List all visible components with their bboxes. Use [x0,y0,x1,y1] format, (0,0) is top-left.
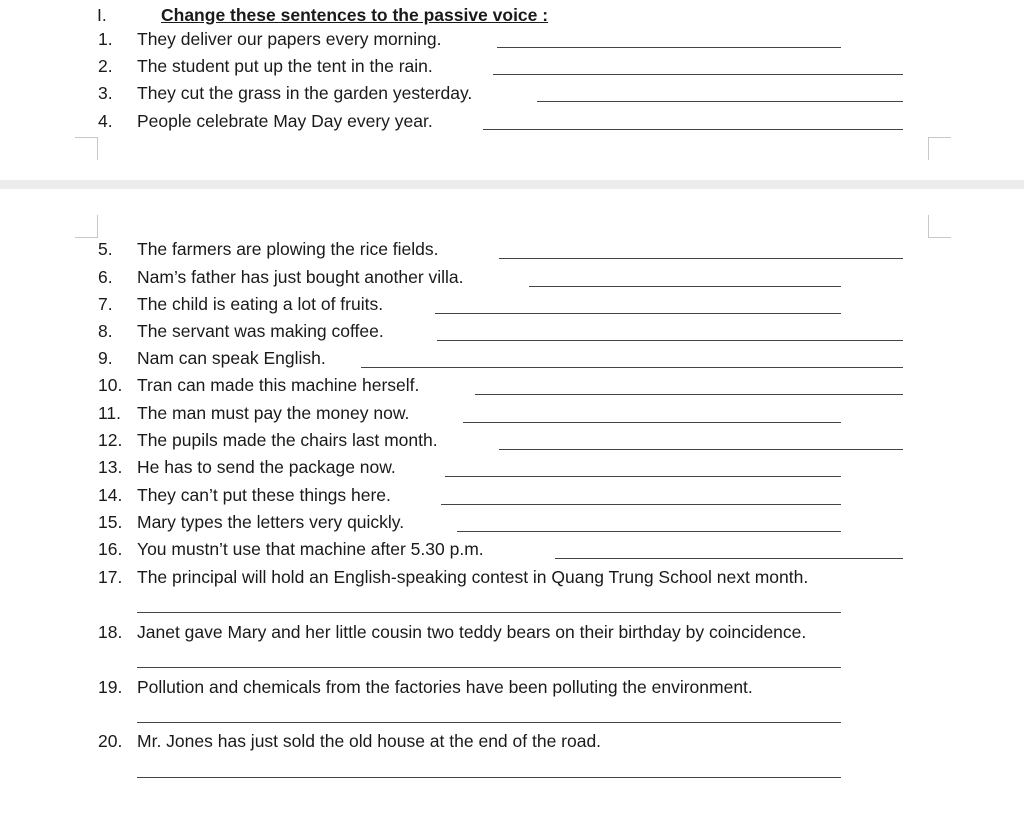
answer-blank[interactable] [537,101,903,102]
item-sentence: The pupils made the chairs last month. [137,430,438,450]
item-sentence: Pollution and chemicals from the factories have been polluting the environment. [137,677,753,697]
item-number: 2. [98,56,113,76]
section-heading: Change these sentences to the passive voice : [161,5,549,25]
item-number: 13. [98,457,123,477]
answer-blank[interactable] [529,286,841,287]
item-sentence: People celebrate May Day every year. [137,111,433,131]
answer-blank[interactable] [137,722,841,723]
item-number: 11. [98,403,122,423]
item-sentence: You mustn’t use that machine after 5.30 p.m. [137,539,484,559]
item-sentence: The servant was making coffee. [137,321,384,341]
item-number: 4. [98,111,113,131]
answer-blank[interactable] [137,667,841,668]
item-sentence: Nam’s father has just bought another villa. [137,267,464,287]
item-number: 6. [98,267,113,287]
item-sentence: Mr. Jones has just sold the old house at the end of the road. [137,731,602,751]
answer-blank[interactable] [483,129,903,130]
item-number: 1. [98,29,113,49]
answer-blank[interactable] [361,367,903,368]
item-sentence: Nam can speak English. [137,348,326,368]
item-number: 3. [98,83,113,103]
answer-blank[interactable] [137,612,841,613]
crop-mark-left-top [75,137,98,160]
item-sentence: The student put up the tent in the rain. [137,56,433,76]
item-sentence: They can’t put these things here. [137,485,391,505]
answer-blank[interactable] [555,558,903,559]
item-sentence: Janet gave Mary and her little cousin two teddy bears on their birthday by coincidence. [137,622,807,642]
item-number: 12. [98,430,123,450]
item-sentence: Tran can made this machine herself. [137,375,420,395]
answer-blank[interactable] [463,422,841,423]
item-number: 15. [98,512,123,532]
item-sentence: They deliver our papers every morning. [137,29,442,49]
answer-blank[interactable] [497,47,841,48]
answer-blank[interactable] [475,394,903,395]
section-number: I. [97,5,107,25]
crop-mark-right-top [928,137,951,160]
item-number: 5. [98,239,113,259]
crop-mark-left-bottom [75,215,98,238]
answer-blank[interactable] [493,74,903,75]
item-number: 16. [98,539,123,559]
answer-blank[interactable] [137,777,841,778]
crop-mark-right-bottom [928,215,951,238]
answer-blank[interactable] [457,531,841,532]
item-sentence: They cut the grass in the garden yesterday. [137,83,473,103]
item-number: 10. [98,375,123,395]
answer-blank[interactable] [499,449,903,450]
item-number: 14. [98,485,123,505]
item-number: 17. [98,567,123,587]
item-sentence: The man must pay the money now. [137,403,410,423]
item-sentence: The farmers are plowing the rice fields. [137,239,439,259]
item-number: 18. [98,622,123,642]
item-number: 19. [98,677,123,697]
item-number: 20. [98,731,123,751]
item-number: 8. [98,321,113,341]
item-sentence: The principal will hold an English-speaking contest in Quang Trung School next month. [137,567,809,587]
item-sentence: Mary types the letters very quickly. [137,512,405,532]
item-number: 9. [98,348,113,368]
item-number: 7. [98,294,113,314]
answer-blank[interactable] [445,476,841,477]
answer-blank[interactable] [499,258,903,259]
answer-blank[interactable] [441,504,841,505]
page-separator [0,180,1024,189]
item-sentence: He has to send the package now. [137,457,396,477]
answer-blank[interactable] [437,340,903,341]
answer-blank[interactable] [435,313,841,314]
item-sentence: The child is eating a lot of fruits. [137,294,384,314]
